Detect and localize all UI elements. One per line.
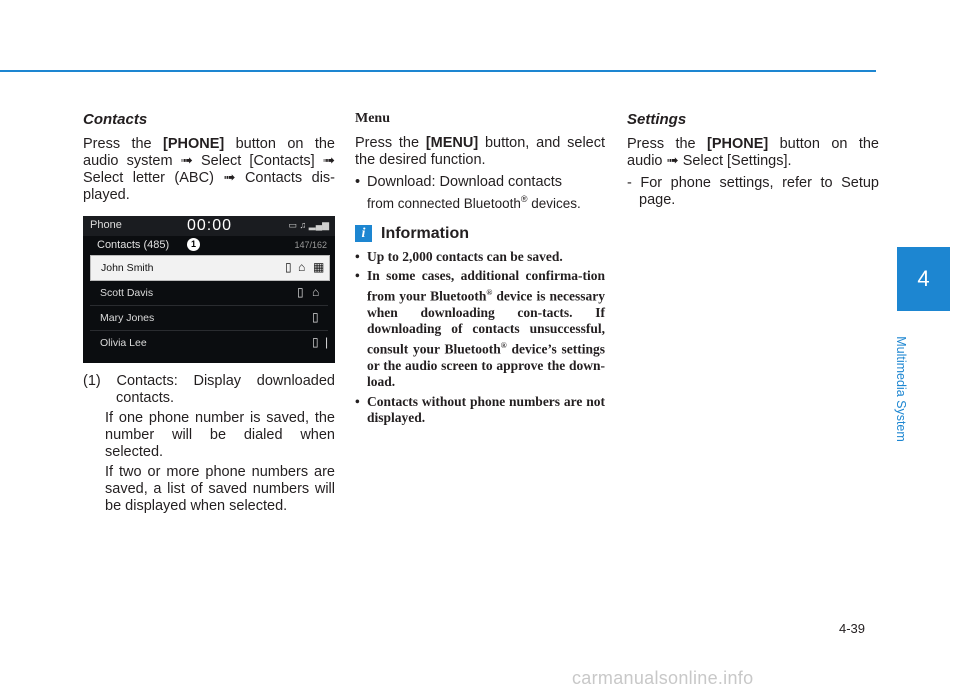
item-1-detail-1: If one phone number is saved, the number will be dialed when selected.	[105, 410, 335, 460]
office-icon: ▦	[313, 260, 325, 274]
info-bullet: • In some cases, additional confirma-tion from your Bluetooth® device is necessary when downloading con-tacts. If downloading of contacts unsuccessful, consult your Bluetooth® device’s settings or the audio screen to approve the down-load.	[355, 268, 606, 390]
contacts-column	[83, 108, 335, 515]
list-position: 147/162	[294, 240, 327, 250]
menu-intro: Press the [MENU] button, and select the desired function.	[355, 135, 606, 168]
chapter-label: Multimedia System	[894, 336, 908, 442]
info-icon: i	[355, 225, 372, 242]
mobile-icon: ▯	[285, 260, 292, 274]
settings-column	[627, 108, 879, 209]
screen-title: Phone	[90, 219, 122, 231]
chapter-tab: 4	[897, 247, 950, 311]
watermark: carmanualsonline.info	[572, 668, 754, 688]
home-icon: ⌂	[312, 285, 320, 299]
contacts-screen	[83, 216, 335, 363]
arrow-icon: ➟	[666, 153, 679, 169]
arrow-icon: ➟	[180, 153, 193, 169]
arrow-icon: ➟	[322, 153, 335, 169]
scrollbar[interactable]: |	[325, 335, 329, 349]
mobile-icon: ▯	[297, 285, 304, 299]
menu-heading: Menu	[355, 111, 390, 126]
home-icon: ⌂	[298, 260, 306, 274]
contacts-count-header: Contacts (485)	[97, 239, 170, 251]
header-rule	[0, 70, 876, 72]
contact-row[interactable]: John Smith ▯ ⌂ ▦	[90, 255, 330, 281]
info-bullet: • Up to 2,000 contacts can be saved.	[355, 248, 563, 264]
contact-row[interactable]: Scott Davis ▯ ⌂	[90, 281, 328, 306]
status-icons: ▭ ♫ ▂▄▆	[288, 220, 329, 230]
settings-intro: Press the [PHONE] button on the audio ➟ Select [Settings].	[627, 136, 879, 169]
info-bullet: • Contacts without phone numbers are not displayed.	[355, 393, 605, 426]
information-title: Information	[381, 224, 469, 242]
page-number: 4-39	[839, 621, 866, 636]
contacts-intro: Press the [PHONE] button on the audio system ➟ Select [Contacts] ➟ Select letter (ABC) ➟ Contacts dis-played.	[83, 136, 335, 203]
item-1-detail-2: If two or more phone numbers are saved, a list of saved numbers will be displayed when selected.	[105, 464, 335, 514]
contacts-heading: Contacts	[83, 111, 148, 128]
contact-row[interactable]: Mary Jones ▯	[90, 306, 328, 331]
mobile-icon: ▯	[312, 335, 319, 349]
mobile-icon: ▯	[312, 310, 319, 324]
arrow-icon: ➟	[223, 170, 236, 186]
information-header	[355, 225, 605, 243]
contact-row[interactable]: Olivia Lee ▯ |	[100, 335, 329, 349]
menu-bullet: • Download: Download contacts from connected Bluetooth® devices.	[355, 174, 581, 211]
menu-column	[355, 108, 605, 427]
settings-heading: Settings	[627, 111, 687, 128]
callout-marker: 1	[187, 238, 200, 251]
item-1: (1) Contacts: Display downloaded contacts.	[83, 373, 335, 406]
clock: 00:00	[187, 217, 233, 234]
settings-note: - For phone settings, refer to Setup page.	[627, 175, 879, 208]
